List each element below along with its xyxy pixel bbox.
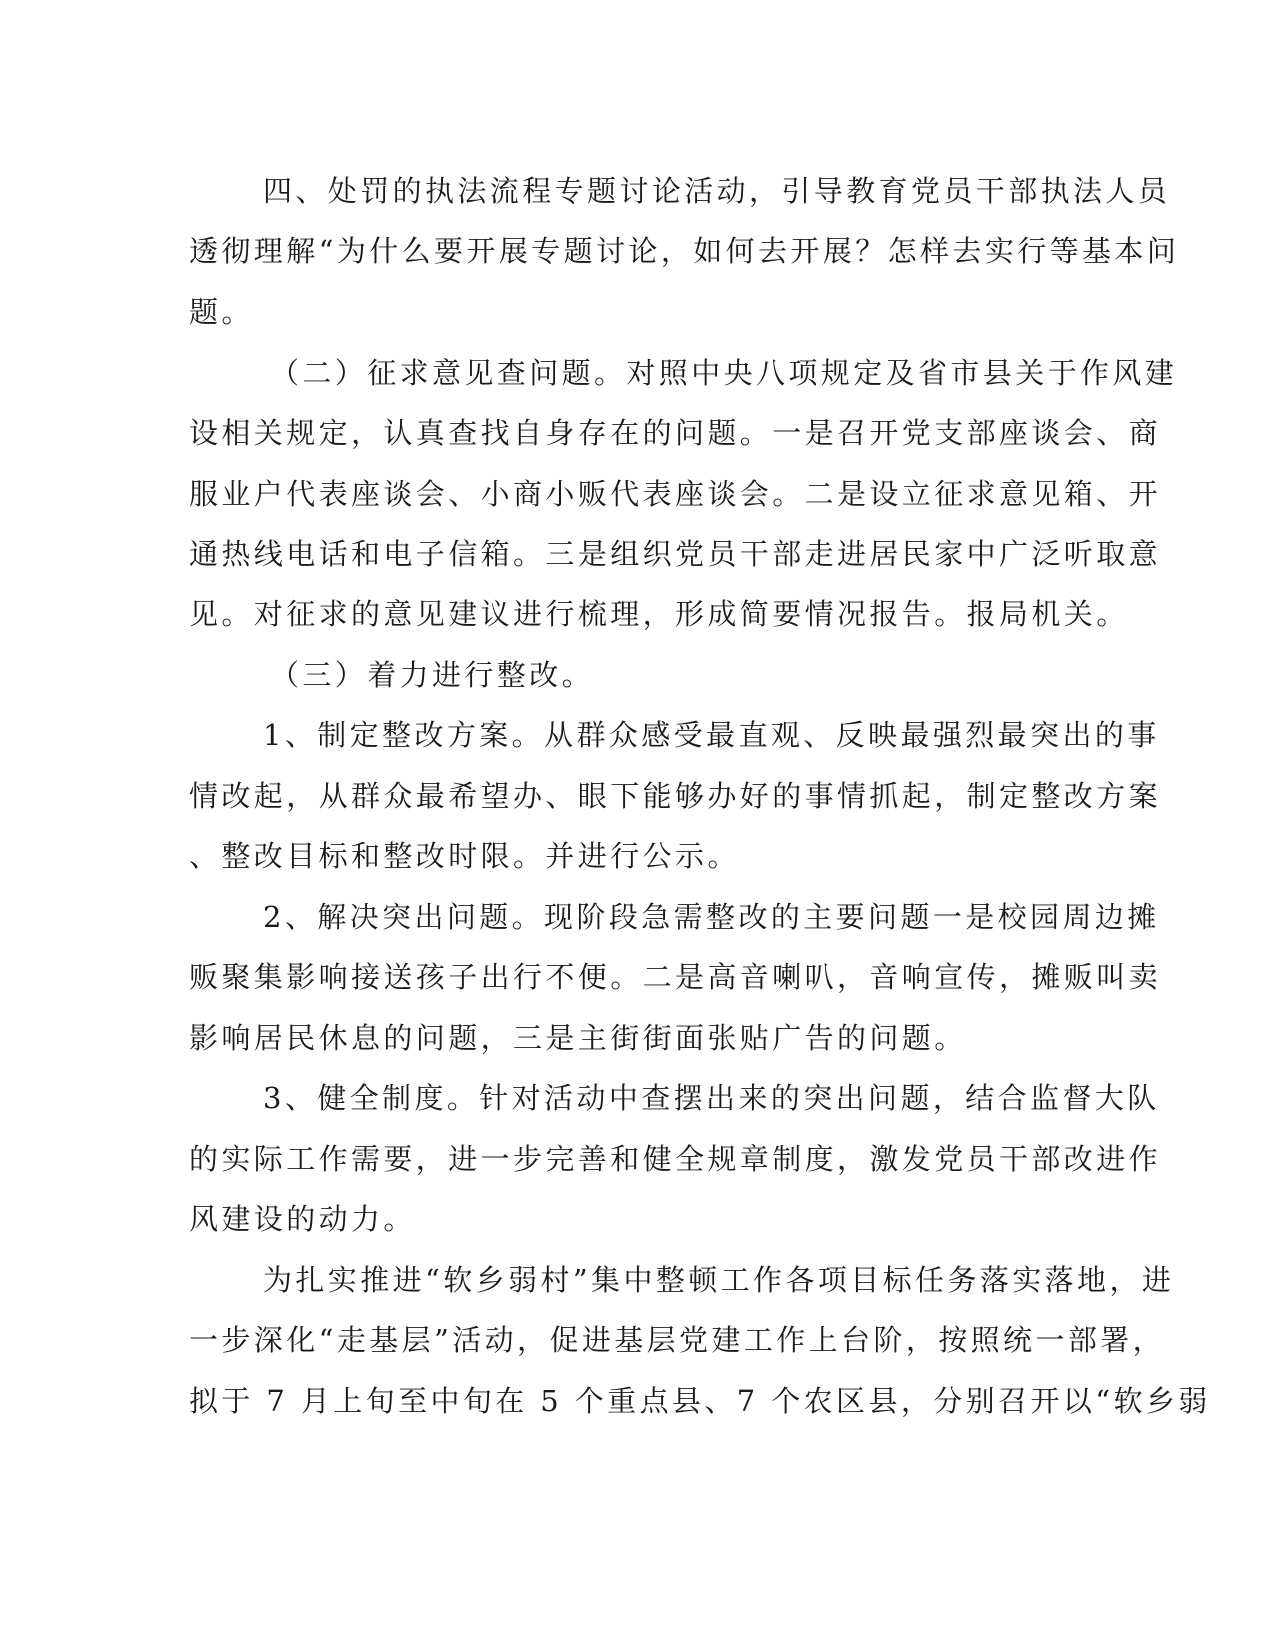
- paragraph-line: 拟于 7 月上旬至中旬在 5 个重点县、7 个农区县，分别召开以“软乡弱: [189, 1384, 1211, 1418]
- paragraph-line: 影响居民休息的问题，三是主街街面张贴广告的问题。: [189, 1021, 967, 1055]
- paragraph-line: （二）征求意见查问题。对照中央八项规定及省市县关于作风建: [270, 356, 1178, 390]
- section-heading: （三）着力进行整改。: [270, 658, 595, 692]
- paragraph-line: 设相关规定，认真查找自身存在的问题。一是召开党支部座谈会、商: [189, 416, 1162, 450]
- paragraph-line: 情改起，从群众最希望办、眼下能够办好的事情抓起，制定整改方案: [189, 779, 1162, 813]
- paragraph-line: 一步深化“走基层”活动，促进基层党建工作上台阶，按照统一部署，: [189, 1323, 1166, 1357]
- paragraph-line: 服业户代表座谈会、小商小贩代表座谈会。二是设立征求意见箱、开: [189, 477, 1162, 511]
- paragraph-line: 的实际工作需要，进一步完善和健全规章制度，激发党员干部改进作: [189, 1142, 1162, 1176]
- paragraph-line: 透彻理解“为什么要开展专题讨论，如何去开展？怎样去实行等基本问: [189, 234, 1180, 268]
- paragraph-line: 风建设的动力。: [189, 1202, 416, 1236]
- paragraph-line: 贩聚集影响接送孩子出行不便。二是高音喇叭，音响宣传，摊贩叫卖: [189, 960, 1162, 994]
- paragraph-line: 四、处罚的执法流程专题讨论活动，引导教育党员干部执法人员: [263, 174, 1171, 208]
- paragraph-line: 、整改目标和整改时限。并进行公示。: [189, 839, 740, 873]
- paragraph-line: 1、制定整改方案。从群众感受最直观、反映最强烈最突出的事: [263, 718, 1160, 752]
- paragraph-line: 为扎实推进“软乡弱村”集中整顿工作各项目标任务落实落地，进: [263, 1263, 1175, 1297]
- paragraph-line: 见。对征求的意见建议进行梳理，形成简要情况报告。报局机关。: [189, 597, 1129, 631]
- paragraph-line: 题。: [189, 295, 254, 329]
- paragraph-line: 通热线电话和电子信箱。三是组织党员干部走进居民家中广泛听取意: [189, 537, 1162, 571]
- paragraph-line: 3、健全制度。针对活动中查摆出来的突出问题，结合监督大队: [263, 1081, 1160, 1115]
- paragraph-line: 2、解决突出问题。现阶段急需整改的主要问题一是校园周边摊: [263, 900, 1160, 934]
